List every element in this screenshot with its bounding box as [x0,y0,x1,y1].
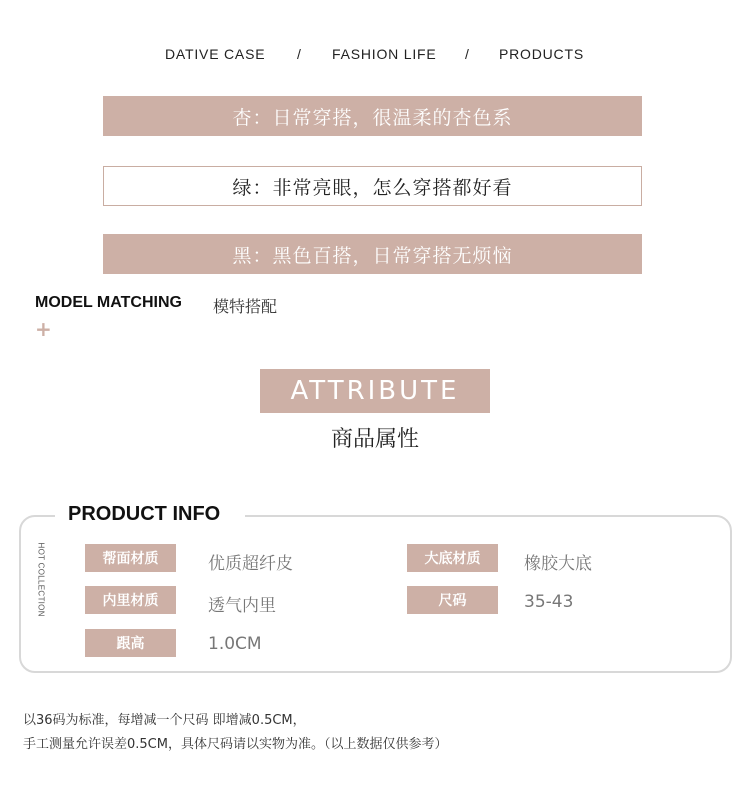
nav-item-fashion-life[interactable]: FASHION LIFE [332,46,437,62]
value-upper-material: 优质超纤皮 [208,554,293,574]
value-size: 35-43 [524,592,574,612]
tag-label: 内里材质 [102,593,159,609]
tag-label: 尺码 [438,593,467,609]
color-apricot-text: 杏：日常穿搭，很温柔的杏色系 [232,106,513,129]
size-note-line2: 手工测量允许误差0.5CM，具体尺码请以实物为准。（以上数据仅供参考） [23,737,448,752]
nav-item-products[interactable]: PRODUCTS [499,46,584,62]
color-apricot-bar [103,96,642,136]
plus-icon: + [35,317,52,341]
color-green-text: 绿：非常亮眼，怎么穿搭都好看 [232,176,513,199]
tag-label: 帮面材质 [102,551,159,567]
model-matching-title: MODEL MATCHING [35,294,182,311]
tag-upper-material [85,544,176,572]
nav-item-dative-case[interactable]: DATIVE CASE [165,46,266,62]
value-lining-material: 透气内里 [208,596,276,616]
tag-sole-material [407,544,498,572]
value-sole-material: 橡胶大底 [524,554,592,574]
attribute-subtitle: 商品属性 [330,427,419,452]
value-heel-height: 1.0CM [208,634,262,654]
color-green-bar [103,166,642,206]
color-black-bar [103,234,642,274]
nav-separator: / [465,46,469,62]
tag-label: 跟高 [116,636,145,652]
hot-collection-label: HOT COLLECTION [36,542,46,617]
size-note-line1: 以36码为标准，每增减一个尺码 即增减0.5CM， [23,713,306,728]
tag-heel-height [85,629,176,657]
nav-separator: / [297,46,301,62]
tag-lining-material [85,586,176,614]
tag-label: 大底材质 [424,551,481,567]
tag-size [407,586,498,614]
color-black-text: 黑：黑色百搭，日常穿搭无烦恼 [232,244,513,267]
model-matching-subtitle: 模特搭配 [213,297,278,316]
attribute-banner [260,369,490,413]
product-info-title: PRODUCT INFO [68,503,221,525]
attribute-title: ATTRIBUTE [290,376,460,406]
